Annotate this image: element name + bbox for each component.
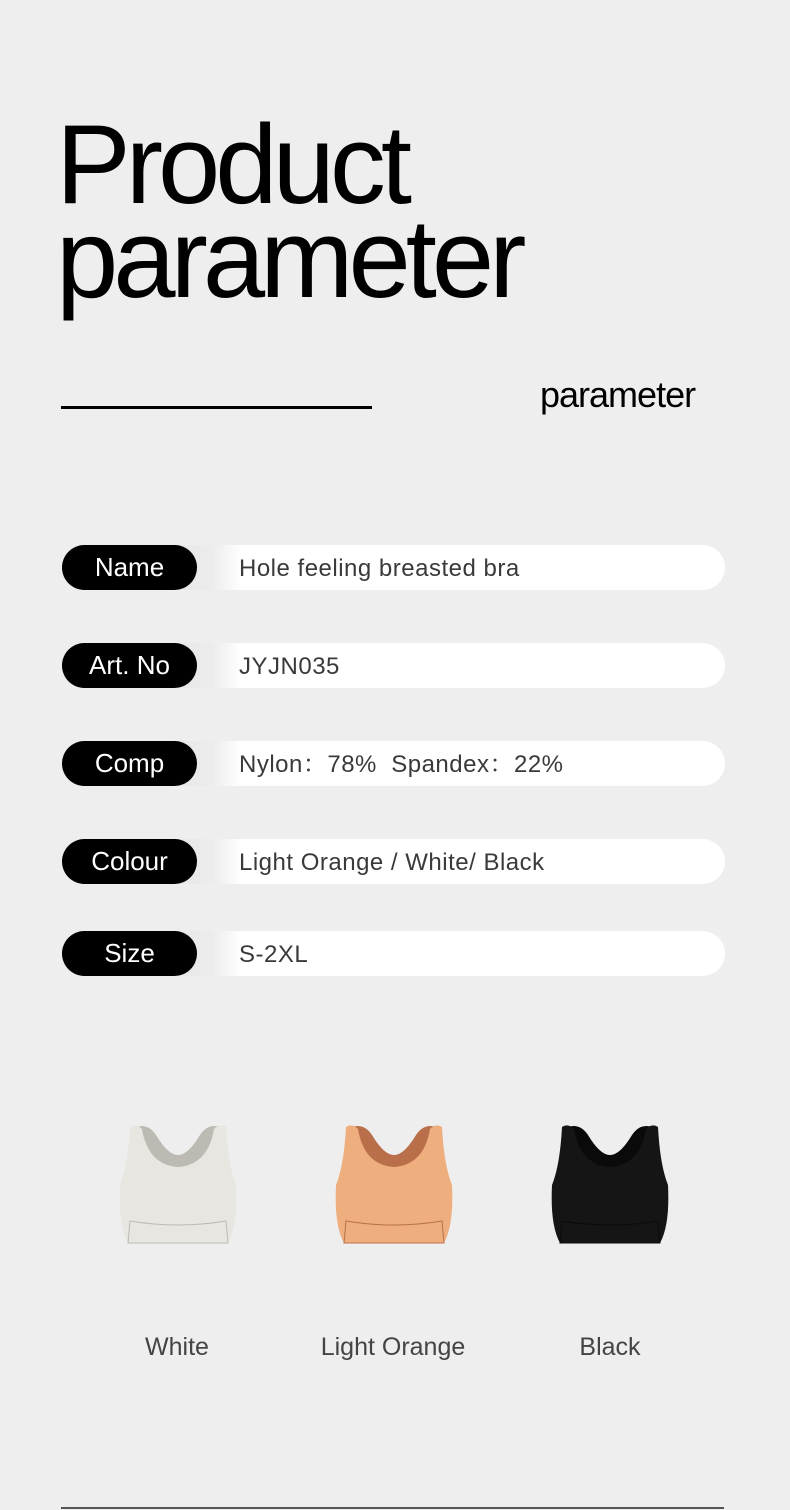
page-title bbox=[56, 102, 522, 321]
param-row-art-no bbox=[62, 643, 725, 688]
param-value-colour: Light Orange / White/ Black bbox=[239, 849, 545, 876]
param-row-name bbox=[62, 545, 725, 590]
param-label-comp: Comp bbox=[62, 741, 197, 786]
bra-illustration-white bbox=[108, 1115, 248, 1255]
param-label-colour: Colour bbox=[62, 839, 197, 884]
title-line-1: Product bbox=[56, 102, 407, 227]
bra-image-light-orange bbox=[324, 1115, 464, 1255]
bra-image-black bbox=[540, 1115, 680, 1255]
bra-image-white bbox=[108, 1115, 248, 1255]
bra-illustration-light-orange bbox=[324, 1115, 464, 1255]
param-value-comp: Nylon：78% Spandex：22% bbox=[239, 751, 564, 778]
param-row-colour bbox=[62, 839, 725, 884]
colour-label-black: Black bbox=[579, 1333, 641, 1361]
title-divider bbox=[61, 406, 372, 409]
bottom-divider bbox=[61, 1507, 724, 1509]
colour-label-white: White bbox=[145, 1333, 209, 1361]
param-value-art-no: JYJN035 bbox=[239, 653, 340, 680]
title-line-2: parameter bbox=[56, 196, 522, 321]
section-subtitle: parameter bbox=[540, 374, 696, 415]
param-label-name: Name bbox=[62, 545, 197, 590]
colour-label-light-orange: Light Orange bbox=[320, 1333, 466, 1361]
bra-illustration-black bbox=[540, 1115, 680, 1255]
param-row-size bbox=[62, 931, 725, 976]
param-label-size: Size bbox=[62, 931, 197, 976]
param-value-name: Hole feeling breasted bra bbox=[239, 555, 520, 582]
param-value-size: S-2XL bbox=[239, 941, 309, 968]
param-row-comp bbox=[62, 741, 725, 786]
param-label-art-no: Art. No bbox=[62, 643, 197, 688]
